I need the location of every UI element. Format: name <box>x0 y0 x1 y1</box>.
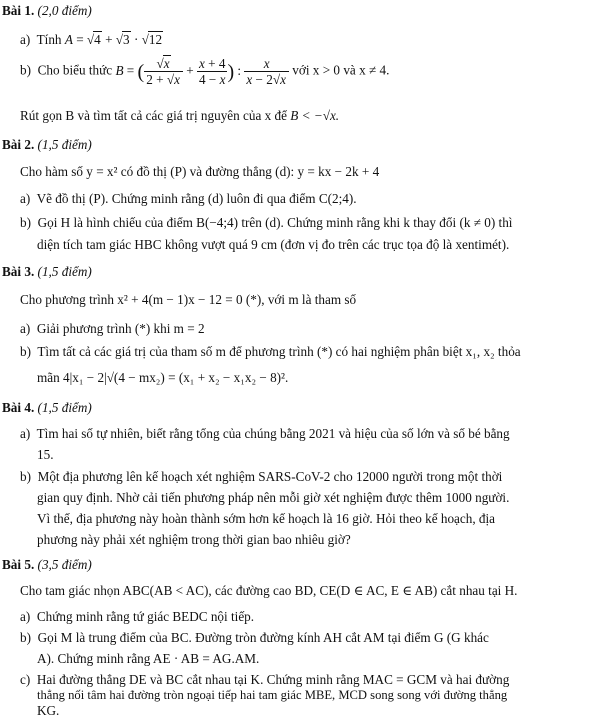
b1-b-label: b) <box>20 62 31 78</box>
b4-points: (1,5 điểm) <box>37 400 92 415</box>
b4-part-b: b) Một địa phương lên kế hoạch xét nghiệm SARS-CoV-2 cho 12000 người trong một thời <box>20 469 503 484</box>
b4-heading <box>2 399 92 416</box>
b1-a-label: a) <box>20 32 31 47</box>
b5-heading <box>2 556 92 573</box>
b2-part-b-line2: diện tích tam giác HBC không vượt quá 9 cm (đơn vị đo trên các trục tọa độ là xentimét). <box>37 237 510 252</box>
b1-b-req-formula: B < −√x. <box>290 108 340 123</box>
b2-part-b: b) Gọi H là hình chiếu của điểm B(−4;4) trên (d). Chứng minh rằng khi k thay đổi (k ≠ 0) thì <box>20 215 513 230</box>
b2-intro: Cho hàm số y = x² có đồ thị (P) và đường thẳng (d): y = kx − 2k + 4 <box>20 164 380 179</box>
b2-points: (1,5 điểm) <box>37 137 92 152</box>
b1-b-text: Cho biểu thức <box>37 62 113 78</box>
b1-b-formula: B = ( $\frac{√x}{2 + √x}$ + $\frac{x + 4}{4 - x}$ ) : $\frac{x}{x - 2√x}$ <box>115 63 292 78</box>
b5-intro: Cho tam giác nhọn ABC(AB < AC), các đường cao BD, CE(D ∈ AC, E ∈ AB) cắt nhau tại H. <box>20 583 518 598</box>
b4-part-a: a) Tìm hai số tự nhiên, biết rằng tổng của chúng bằng 2021 và hiệu của số lớn và số bé bằng <box>20 426 510 441</box>
b1-a-text: Tính <box>36 32 62 47</box>
b5-part-b: b) Gọi M là trung điểm của BC. Đường tròn đường kính AH cắt AM tại điểm G (G khác <box>20 630 489 645</box>
b2-title: Bài 2. <box>2 137 35 152</box>
b1-title: Bài 1. <box>2 3 35 18</box>
b3-part-a: a) Giải phương trình (*) khi m = 2 <box>20 321 205 336</box>
b1-heading <box>2 2 92 19</box>
b4-part-a-line2: 15. <box>37 447 54 462</box>
b2-part-a: a) Vẽ đồ thị (P). Chứng minh rằng (d) luôn đi qua điểm C(2;4). <box>20 191 357 206</box>
b1-b-requirement: Rút gọn B và tìm tất cả các giá trị nguyên của x để B < −√x. <box>20 108 340 123</box>
b4-part-b-line3: Vì thế, địa phương này hoàn thành sớm hơn kế hoạch là 16 giờ. Hỏi theo kế hoạch, địa <box>37 511 496 526</box>
b4-part-b-line4: phương này phải xét nghiệm trong thời gian bao nhiêu giờ? <box>37 532 351 547</box>
b2-heading <box>2 136 92 153</box>
b5-part-b-line2: A). Chứng minh rằng AE · AB = AG.AM. <box>37 651 260 666</box>
b5-points: (3,5 điểm) <box>37 557 92 572</box>
b3-intro: Cho phương trình x² + 4(m − 1)x − 12 = 0 (*), với m là tham số <box>20 292 357 307</box>
b5-part-a: a) Chứng minh rằng tứ giác BEDC nội tiếp. <box>20 609 255 624</box>
b1-part-a <box>20 31 163 48</box>
b4-part-b-line2: gian quy định. Nhờ cải tiến phương pháp nên mỗi giờ xét nghiệm được thêm 1000 người. <box>37 490 510 505</box>
b5-part-c: c) Hai đường thẳng DE và BC cắt nhau tại K. Chứng minh rằng MAC = GCM và hai đường <box>20 672 510 687</box>
b1-points: (2,0 điểm) <box>37 3 92 18</box>
b4-title: Bài 4. <box>2 400 35 415</box>
b3-part-b: b) Tìm tất cả các giá trị của tham số m để phương trình (*) có hai nghiệm phân biệt x₁, x₂ thỏa <box>20 344 521 359</box>
b5-part-c-line3: KG. <box>37 703 60 718</box>
b3-heading <box>2 263 92 280</box>
b5-title: Bài 5. <box>2 557 35 572</box>
b3-title: Bài 3. <box>2 264 35 279</box>
b5-part-c-line2: thẳng nối tâm hai đường tròn ngoại tiếp hai tam giác MBE, MCD song song với đường thẳng <box>37 688 508 702</box>
b1-part-b <box>20 56 389 87</box>
b3-part-b-line2: mãn 4|x₁ − 2|√(4 − mx₂) = (x₁ + x₂ − x₁x₂ − 8)². <box>37 370 289 385</box>
b1-a-formula: A = √4 + √3 · √12 <box>64 32 163 47</box>
b3-points: (1,5 điểm) <box>37 264 92 279</box>
b1-b-condition: với x > 0 và x ≠ 4. <box>292 62 390 78</box>
